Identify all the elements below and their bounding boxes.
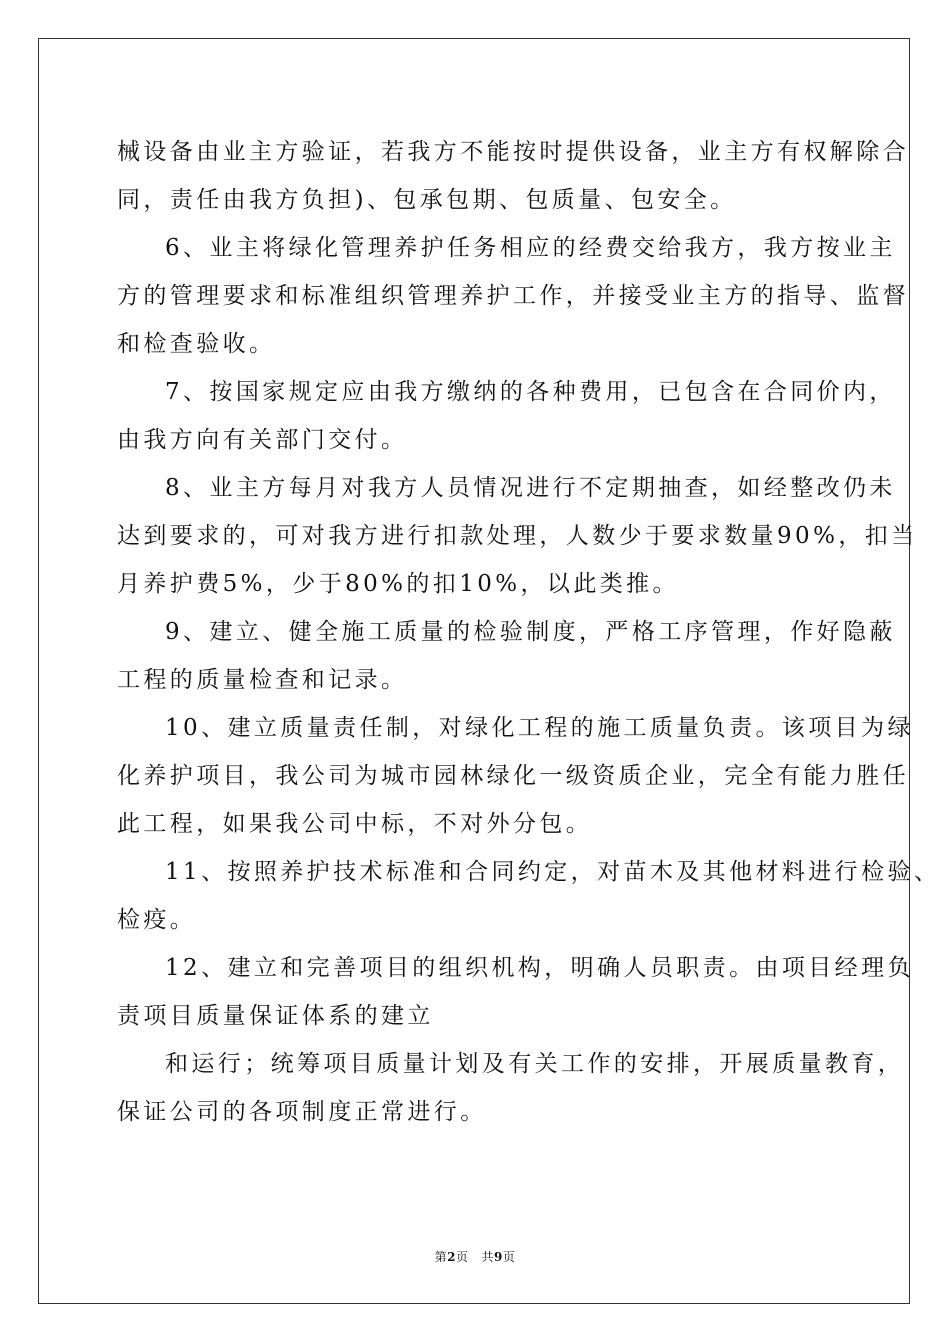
text-line: 化养护项目，我公司为城市园林绿化一级资质企业，完全有能力胜任 bbox=[117, 763, 909, 789]
total-page-count: 9 bbox=[493, 1250, 503, 1264]
text-line: 同，责任由我方负担)、包承包期、包质量、包安全。 bbox=[117, 187, 737, 213]
paragraph-6-line-1: 6、业主将绿化管理养护任务相应的经费交给我方，我方按业主 bbox=[165, 235, 896, 261]
text-line: 达到要求的，可对我方进行扣款处理，人数少于要求数量90%，扣当 bbox=[117, 523, 918, 549]
paragraph-10-line-1: 10、建立质量责任制，对绿化工程的施工质量负责。该项目为绿 bbox=[165, 715, 914, 741]
paragraph-9-line-1: 9、建立、健全施工质量的检验制度，严格工序管理，作好隐蔽 bbox=[165, 619, 896, 645]
text-line: 责项目质量保证体系的建立 bbox=[117, 1003, 434, 1029]
page-suffix: 页 bbox=[456, 1250, 469, 1264]
paragraph-11-line-1: 11、按照养护技术标准和合同约定，对苗木及其他材料进行检验、 bbox=[165, 859, 941, 885]
text-line: 和检查验收。 bbox=[117, 331, 276, 357]
text-line: 保证公司的各项制度正常进行。 bbox=[117, 1099, 487, 1125]
text-line: 工程的质量检查和记录。 bbox=[117, 667, 408, 693]
text-line: 方的管理要求和标准组织管理养护工作，并接受业主方的指导、监督 bbox=[117, 283, 909, 309]
text-line: 由我方向有关部门交付。 bbox=[117, 427, 408, 453]
page-prefix: 第 bbox=[434, 1250, 448, 1264]
text-line: 检疫。 bbox=[117, 907, 197, 933]
text-line: 月养护费5%，少于80%的扣10%，以此类推。 bbox=[117, 571, 679, 597]
continuation-paragraph-line-1: 和运行；统筹项目质量计划及有关工作的安排，开展质量教育， bbox=[165, 1051, 905, 1077]
total-suffix: 页 bbox=[502, 1250, 516, 1264]
text-line: 此工程，如果我公司中标，不对外分包。 bbox=[117, 811, 593, 837]
paragraph-12-line-1: 12、建立和完善项目的组织机构，明确人员职责。由项目经理负 bbox=[165, 955, 914, 981]
text-line: 械设备由业主方验证，若我方不能按时提供设备，业主方有权解除合 bbox=[117, 139, 909, 165]
current-page-number: 2 bbox=[447, 1250, 456, 1264]
paragraph-8-line-1: 8、业主方每月对我方人员情况进行不定期抽查，如经整改仍未 bbox=[165, 475, 896, 501]
total-prefix: 共 bbox=[481, 1250, 494, 1264]
paragraph-7-line-1: 7、按国家规定应由我方缴纳的各种费用，已包含在合同价内， bbox=[165, 379, 896, 405]
page-footer bbox=[0, 1248, 950, 1265]
document-body bbox=[117, 128, 941, 1136]
